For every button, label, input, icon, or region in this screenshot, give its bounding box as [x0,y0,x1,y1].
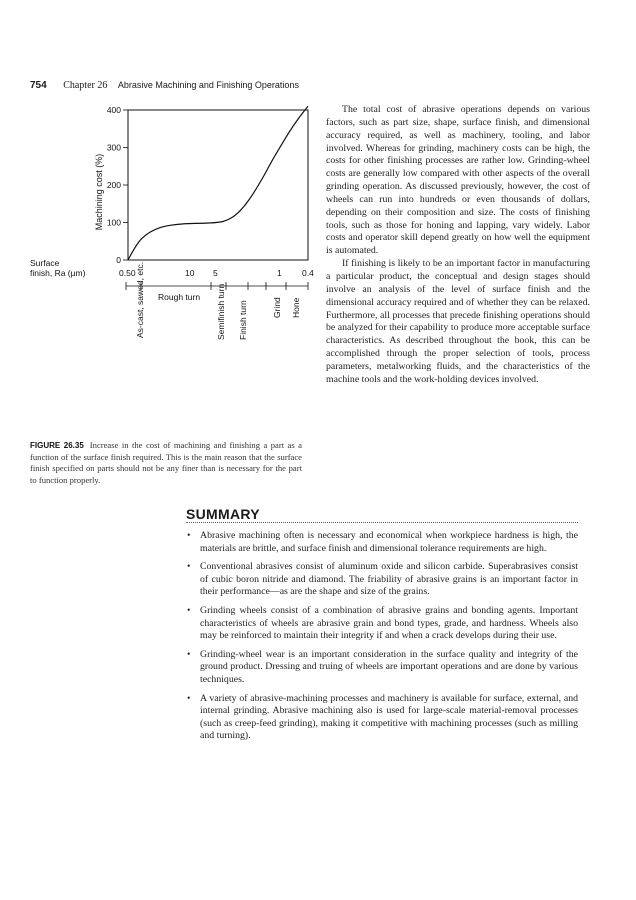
process-label-semifinish-turn: Semifinish turn [216,283,226,340]
plot-frame [128,110,308,260]
y-axis-label: Machining cost (%) [94,153,104,231]
x-axis-label-line1: Surface [30,258,60,268]
summary-item: • Conventional abrasives consist of aluminum oxide and silicon carbide. Superabrasives consist of cubic boron nitride and diamond. The friability of abrasive grains is an important factor in their performance—as are the shape and size of the grains. [187,561,578,598]
body-paragraph: The total cost of abrasive operations depends on various factors, such as part size, shape, surface finish, and dimensional accuracy required, as well as machinery, tooling, and labor involved. Whereas for grinding, machinery costs can be high, the costs for other finishing processes are rather low. Grinding-wheel costs are generally low compared with other aspects of the overall grinding operation. As discussed previously, however, the cost of wheels can run into hundreds or even thousands of dollars, depending on their composition and size. The costs of finishing tools, such as those for honing and lapping, vary widely. Labor costs and operator skill depend greatly on how well the equipment is automated. [326,104,590,257]
x-tick-label: 0.50 [119,268,136,278]
process-label-hone: Hone [291,297,301,318]
summary-item: • A variety of abrasive-machining processes and machinery is available for surface, external, and internal grinding. Abrasive machining also is used for large-scale material-removal processes (such as creep-feed grinding), making it competitive with machining processes (such as milling and turning). [187,692,578,742]
y-tick-label: 0 [116,255,121,265]
process-label-as-cast: As-cast, sawed, etc. [135,261,145,338]
chapter-title: Abrasive Machining and Finishing Operations [117,80,299,90]
summary-item: • Grinding wheels consist of a combination of abrasive grains and bonding agents. Important characteristics of wheels are abrasive grain and bond types, grade, and hardness. Wheels also may be reinforced to maintain their integrity if and when a crack develops during their use. [187,604,578,642]
summary-item: • Abrasive machining often is necessary and economical when workpiece hardness is high, the materials are brittle, and surface finish and dimensional tolerance requirements are high. [187,530,578,554]
figure-caption [30,440,302,487]
x-tick-label: 1 [277,268,282,278]
summary-item: • Grinding-wheel wear is an important consideration in the surface quality and integrity of the ground product. Dressing and truing of wheels are important operations and are done by various techniques. [187,648,578,685]
y-tick-label: 400 [106,105,121,115]
body-paragraph: If finishing is likely to be an important factor in manufacturing a particular product, the conceptual and design stages should involve an analysis of the level of surface finish and the dimensional accuracy required and of whether they can be relaxed. Furthermore, all processes that precede finishing operations should be analyzed for their capability to produce more acceptable surface characteristics. As described throughout the book, this can be accomplished through the proper selection of tools, process parameters, metalworking fluids, and the characteristics of the machine tools and the work-holding devices involved. [326,258,590,385]
process-label-rough-turn: Rough turn [158,292,201,302]
chapter-label: Chapter 26 [63,80,108,91]
bullet-icon: • [187,604,191,616]
bullet-icon: • [187,648,191,660]
figure-caption-text: Increase in the cost of machining and finishing a part as a function of the surface finish required. This is the main reason that the surface finish specified on parts should not be any finer than is necessary for the part to function properly. [30,440,302,486]
y-tick-label: 200 [106,180,121,190]
bullet-icon: • [187,530,191,541]
figure-label: FIGURE 26.35 [30,441,84,450]
x-tick-label: 10 [185,268,195,278]
body-text-column [326,104,590,387]
summary-list [186,530,578,749]
y-ticks [107,105,128,265]
y-tick-label: 100 [106,217,121,228]
bullet-icon: • [187,692,191,704]
bullet-icon: • [187,561,191,573]
summary-heading: SUMMARY [186,506,260,522]
x-tick-label: 5 [213,268,218,278]
process-label-finish-turn: Finish turn [238,300,248,340]
running-header [30,80,299,91]
cost-curve [128,106,308,260]
page-number: 754 [30,80,47,91]
process-label-grind: Grind [272,297,282,318]
y-tick-label: 300 [106,142,121,153]
summary-rule [186,522,578,523]
cost-vs-finish-chart [18,100,318,340]
x-tick-label: 0.4 [302,268,314,278]
x-axis-label-line2: finish, Ra (µm) [30,268,86,278]
